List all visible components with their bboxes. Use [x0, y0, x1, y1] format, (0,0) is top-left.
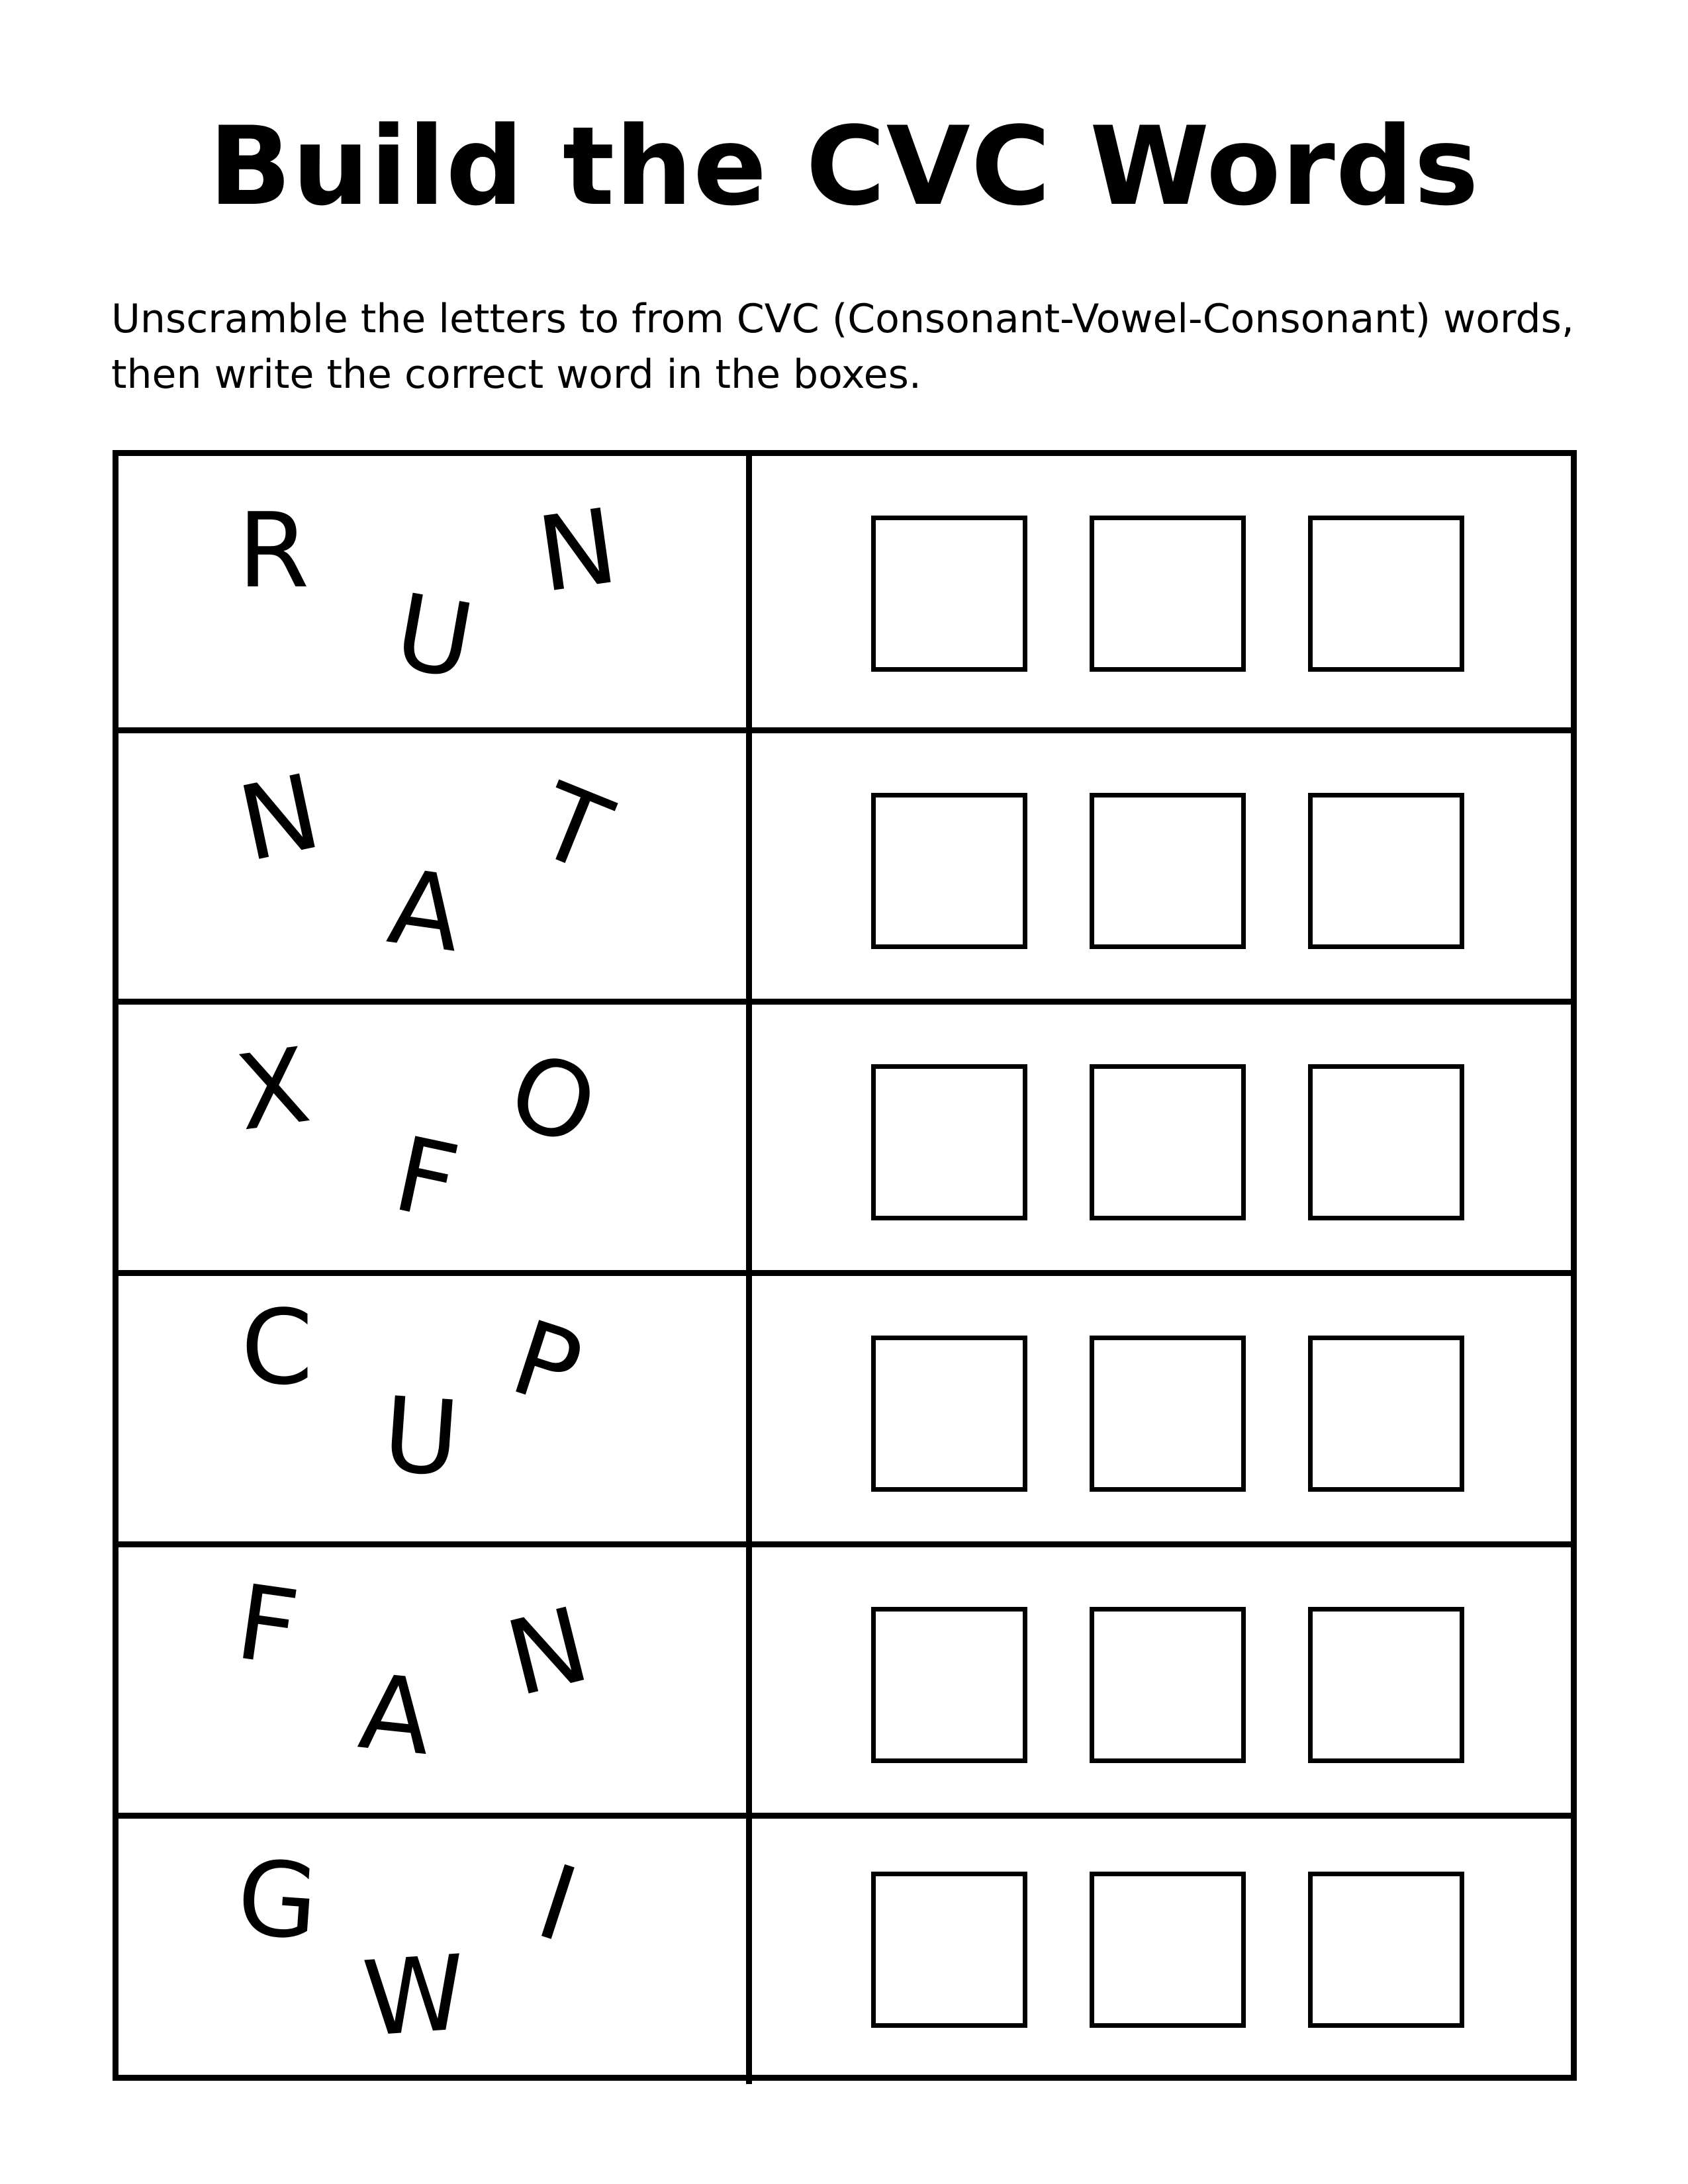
- scrambled-letters-cell: [118, 1005, 752, 1270]
- answer-cell: [752, 1547, 1571, 1813]
- instructions-text: Unscramble the letters to from CVC (Consonant-Vowel-Consonant) words, then write the correct word in the boxes.: [111, 296, 1574, 398]
- answer-box[interactable]: [871, 1607, 1027, 1763]
- scrambled-letter: T: [522, 760, 626, 896]
- scrambled-letter: G: [233, 1837, 322, 1963]
- scrambled-letter: F: [229, 1561, 305, 1690]
- scrambled-letters-cell: [118, 456, 752, 727]
- scrambled-letter: W: [359, 1932, 470, 2060]
- answer-box[interactable]: [1308, 516, 1464, 672]
- scrambled-letters-cell: [118, 733, 752, 999]
- answer-cell: [752, 1005, 1571, 1270]
- answer-cell: [752, 733, 1571, 999]
- scrambled-letter: U: [379, 1374, 463, 1500]
- word-row: [118, 999, 1571, 1270]
- answer-box[interactable]: [871, 793, 1027, 949]
- scrambled-letter: F: [385, 1113, 468, 1244]
- scrambled-letter: A: [381, 846, 469, 976]
- scrambled-letter: R: [238, 490, 310, 611]
- scrambled-letters-cell: [118, 1276, 752, 1541]
- scrambled-letter: A: [353, 1651, 437, 1779]
- scrambled-letter: N: [495, 1584, 600, 1720]
- scrambled-letter: N: [229, 751, 330, 886]
- scrambled-letters-cell: [118, 1547, 752, 1813]
- answer-box[interactable]: [1308, 1607, 1464, 1763]
- answer-box[interactable]: [1090, 1607, 1246, 1763]
- scrambled-letter: X: [229, 1024, 317, 1154]
- answer-box[interactable]: [1308, 793, 1464, 949]
- scrambled-letter: N: [530, 485, 624, 616]
- word-table: [113, 450, 1577, 2081]
- answer-box[interactable]: [871, 1336, 1027, 1492]
- answer-box[interactable]: [871, 516, 1027, 672]
- word-row: [118, 1813, 1571, 2084]
- answer-box[interactable]: [1090, 1064, 1246, 1220]
- answer-cell: [752, 1276, 1571, 1541]
- scrambled-letter: P: [498, 1297, 595, 1432]
- scrambled-letter: I: [524, 1841, 591, 1966]
- scrambled-letter: U: [387, 570, 483, 703]
- answer-box[interactable]: [1090, 516, 1246, 672]
- worksheet-title: Build the CVC Words: [209, 103, 1479, 230]
- answer-cell: [752, 1819, 1571, 2084]
- word-row: [118, 1541, 1571, 1813]
- word-row: [118, 727, 1571, 999]
- scrambled-letter: O: [494, 1028, 612, 1170]
- answer-box[interactable]: [1308, 1064, 1464, 1220]
- answer-box[interactable]: [1308, 1872, 1464, 2028]
- answer-box[interactable]: [1308, 1336, 1464, 1492]
- answer-cell: [752, 456, 1571, 727]
- word-row: [118, 1270, 1571, 1541]
- answer-box[interactable]: [1090, 1872, 1246, 2028]
- answer-box[interactable]: [1090, 793, 1246, 949]
- word-row: [118, 456, 1571, 727]
- answer-box[interactable]: [871, 1872, 1027, 2028]
- answer-box[interactable]: [871, 1064, 1027, 1220]
- answer-box[interactable]: [1090, 1336, 1246, 1492]
- scrambled-letters-cell: [118, 1819, 752, 2084]
- scrambled-letter: C: [241, 1287, 313, 1408]
